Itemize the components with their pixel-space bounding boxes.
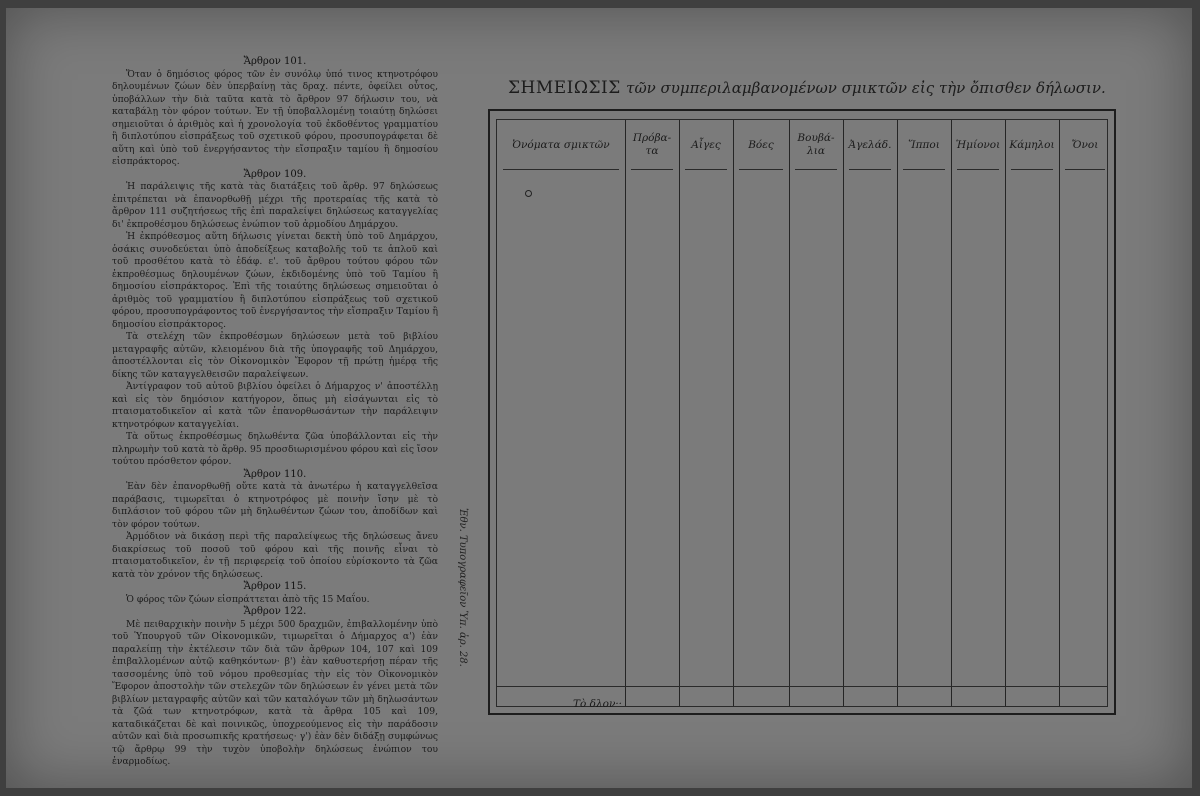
table-title-rest: τῶν συμπεριλαμβανομένων σμικτῶν εἰς τὴν ὄπισθεν δήλωσιν. <box>626 79 1106 97</box>
column-header: Ἵπποι <box>897 120 951 170</box>
livestock-table <box>488 109 1116 715</box>
table-column <box>789 120 844 706</box>
article-paragraph: Τὰ στελέχη τῶν ἐκπροθέσμων δηλώσεων μετὰ τοῦ βιβλίου μεταγραφῆς αὐτῶν, κλειομένου διὰ τῆς ὑπογραφῆς τοῦ Δημάρχου, ἀποστέλλονται εἰς τὸν Οἰκονομικὸν Ἔφορον τῇ πρώτῃ ἡμέρᾳ τῆς δίκης τῶν καταγγελθεισῶν παραλείψεων. <box>112 331 438 380</box>
table-column <box>733 120 790 706</box>
column-header: Ὀνόματα σμικτῶν <box>497 120 625 170</box>
column-header: Κάμηλοι <box>1005 120 1059 170</box>
printer-note: Ἐθν. Τυπογραφεῖον Ὑπ. ἀρ. 28. <box>457 508 468 667</box>
table-column <box>951 120 1006 706</box>
total-label: Τὸ δλον·· <box>573 698 623 710</box>
column-header: Ὄνοι <box>1059 120 1111 170</box>
table-column <box>625 120 680 706</box>
table-column <box>679 120 734 706</box>
column-header: Αἶγες <box>679 120 733 170</box>
article-paragraph: Ἡ παράλειψις τῆς κατὰ τὰς διατάξεις τοῦ ἄρθρ. 97 δηλώσεως ἐπιτρέπεται νὰ ἐπανορθωθῇ μέχρι τῆς προτεραίας τῆς κατὰ τὸ ἄρθρον 111 συζητήσεως τῆς ἐπὶ παραλείψει δηλώσεως καταγγελίας δι' ἐκπροθέσμου δηλώσεως ἐνώπιον τοῦ ἁρμοδίου Δημάρχου. <box>112 181 438 230</box>
article-heading: Ἄρθρον 101. <box>243 56 307 67</box>
article-paragraph: Ἀντίγραφον τοῦ αὐτοῦ βιβλίου ὀφείλει ὁ Δήμαρχος ν' ἀποστέλλῃ καὶ εἰς τὸν δημόσιον κατήγορον, ὅπως μὴ εἰσάγωνται εἰς τὸ πταισματοδικεῖον αἱ κατὰ τῶν ἐπανορθωσάντων τὴν παράλειψιν κτηνοτρόφων καταγγελίαι. <box>112 381 438 430</box>
article-paragraph: Ἐὰν δὲν ἐπανορθωθῇ οὔτε κατὰ τὰ ἀνωτέρω ἡ καταγγελθεῖσα παράβασις, τιμωρεῖται ὁ κτηνοτρόφος μὲ ποινὴν ἴσην μὲ τὸ διπλάσιον τοῦ φόρου τῶν μὴ δηλωθέντων ζώων του, ἀποδίδων καὶ τὸν φόρον τούτων. <box>112 481 438 530</box>
total-row-divider <box>497 686 1107 687</box>
article-paragraph: Ἡ ἐκπρόθεσμος αὕτη δήλωσις γίνεται δεκτὴ ὑπὸ τοῦ Δημάρχου, ὁσάκις συνοδεύεται ὑπὸ ἀποδείξεως καταβολῆς τοῦ τε ἁπλοῦ καὶ τοῦ προσθέτου κατὰ τὸ ἐδάφ. ε'. τοῦ ἄρθρου τούτου φόρου τῶν ἐκπροθέσμως δηλουμένων ζώων, ἐκδιδομένης ὑπὸ τοῦ Ταμίου ἢ δημοσίου εἰσπράκτορος. Ἐπὶ τῆς τοιαύτης δηλώσεως σημειοῦται ὁ ἀριθμὸς τοῦ γραμματίου ἢ διπλοτύπου εἰσπράξεως τοῦ σχετικοῦ φόρου, προσυπογράφοντος τοῦ ἐνεργήσαντος τὴν εἴσπραξιν Ταμίου ἢ δημοσίου εἰσπράκτορος. <box>112 231 438 330</box>
table-column <box>497 120 626 706</box>
column-header: Βουβά- λια <box>789 120 843 170</box>
law-articles-column <box>112 56 438 769</box>
article-paragraph: Ἁρμόδιον νὰ δικάσῃ περὶ τῆς παραλείψεως τῆς δηλώσεως ἄνευ διακρίσεως τοῦ ποσοῦ τοῦ φόρου καὶ τῆς ποινῆς εἶναι τὸ πταισματοδικεῖον, ἐν τῇ περιφερείᾳ τοῦ ὁποίου εὑρίσκοντο τὰ ζῶα κατὰ τὸν χρόνον τῆς δηλώσεως. <box>112 531 438 580</box>
document-page <box>6 8 1192 788</box>
table-title <box>508 78 1108 98</box>
table-title-caps: ΣΗΜΕΙΩΣΙΣ <box>508 78 621 98</box>
ink-mark <box>525 190 532 197</box>
article-heading: Ἄρθρον 122. <box>243 606 307 617</box>
article-heading: Ἄρθρον 115. <box>243 581 307 592</box>
table-column <box>843 120 898 706</box>
article-paragraph: Ὅταν ὁ δημόσιος φόρος τῶν ἐν συνόλῳ ὑπό τινος κτηνοτρόφου δηλουμένων ζώων δὲν ὑπερβαίνῃ τὰς δραχ. πέντε, ὀφείλει οὗτος, ὑποβάλλων τὴν διὰ ταῦτα κατὰ τὸ ἄρθρον 97 δήλωσιν του, νὰ καταβάλῃ τὸν φόρον τούτων. Ἐν τῇ ὑποβαλλομένῃ τοιαύτῃ δηλώσει σημειοῦται ὁ ἀριθμὸς καὶ ἡ χρονολογία τοῦ ἐκδοθέντος γραμματίου ἢ διπλοτύπου εἰσπράξεως τοῦ σχετικοῦ φόρου, προσυπογράφεται δὲ αὕτη καὶ ὑπὸ τοῦ ἐνεργήσαντος τὴν εἴσπραξιν ταμίου ἢ δημοσίου εἰσπράκτορος. <box>112 68 438 167</box>
table-column <box>1059 120 1111 706</box>
article-paragraph: Μὲ πειθαρχικὴν ποινὴν 5 μέχρι 500 δραχμῶν, ἐπιβαλλομένην ὑπὸ τοῦ Ὑπουργοῦ τῶν Οἰκονομικῶν, τιμωρεῖται ὁ Δήμαρχος α') ἐὰν παραλείπῃ τὴν ἐκτέλεσιν τῶν διὰ τῶν ἄρθρων 104, 107 καὶ 109 ἐπιβαλλομένων αὐτῷ καθηκόντων· β') ἐὰν καθυστερήσῃ πέραν τῆς τασσομένης ὑπὸ τοῦ νόμου προθεσμίας τὴν εἰς τὸν Οἰκονομικὸν Ἔφορον ἀποστολὴν τῶν στελεχῶν τῶν δηλώσεων ἐν γένει μετὰ τῶν βιβλίων μεταγραφῆς αὐτῶν καὶ τῶν καταλόγων τῶν μὴ δηλωσάντων τὰ ζῶά των κτηνοτρόφων, κατὰ τὰ ἄρθρα 105 καὶ 109, καταδικάζεται δὲ καὶ ποινικῶς, ὑποχρεούμενος εἰς τὴν παράδοσιν αὐτῶν καὶ διὰ προσωπικῆς κρατήσεως· γ') ἐὰν δὲν διδάξῃ συμφώνως τῷ ἄρθρῳ 99 τὴν τυχὸν ὑποβολὴν δηλώσεως ἐνώπιον του ἐναρμοδίως. <box>112 618 438 767</box>
livestock-table-grid <box>496 119 1108 710</box>
article-heading: Ἄρθρον 110. <box>243 468 307 480</box>
article-heading: Ἄρθρον 109. <box>243 168 307 180</box>
article-paragraph: Τὰ οὕτως ἐκπροθέσμως δηλωθέντα ζῶα ὑποβάλλονται εἰς τὴν πληρωμὴν τοῦ κατὰ τὸ ἄρθρ. 95 προσδιωρισμένου φόρου καὶ εἰς ἴσον τούτου πρόσθετον φόρον. <box>112 431 438 467</box>
table-column <box>1005 120 1060 706</box>
column-header: Ἡμίονοι <box>951 120 1005 170</box>
column-header: Βόες <box>733 120 789 170</box>
table-column <box>897 120 952 706</box>
column-header: Πρόβα- τα <box>625 120 679 170</box>
column-header: Ἀγελάδ. <box>843 120 897 170</box>
article-paragraph: Ὁ φόρος τῶν ζώων εἰσπράττεται ἀπὸ τῆς 15 Μαΐου. <box>126 593 370 605</box>
